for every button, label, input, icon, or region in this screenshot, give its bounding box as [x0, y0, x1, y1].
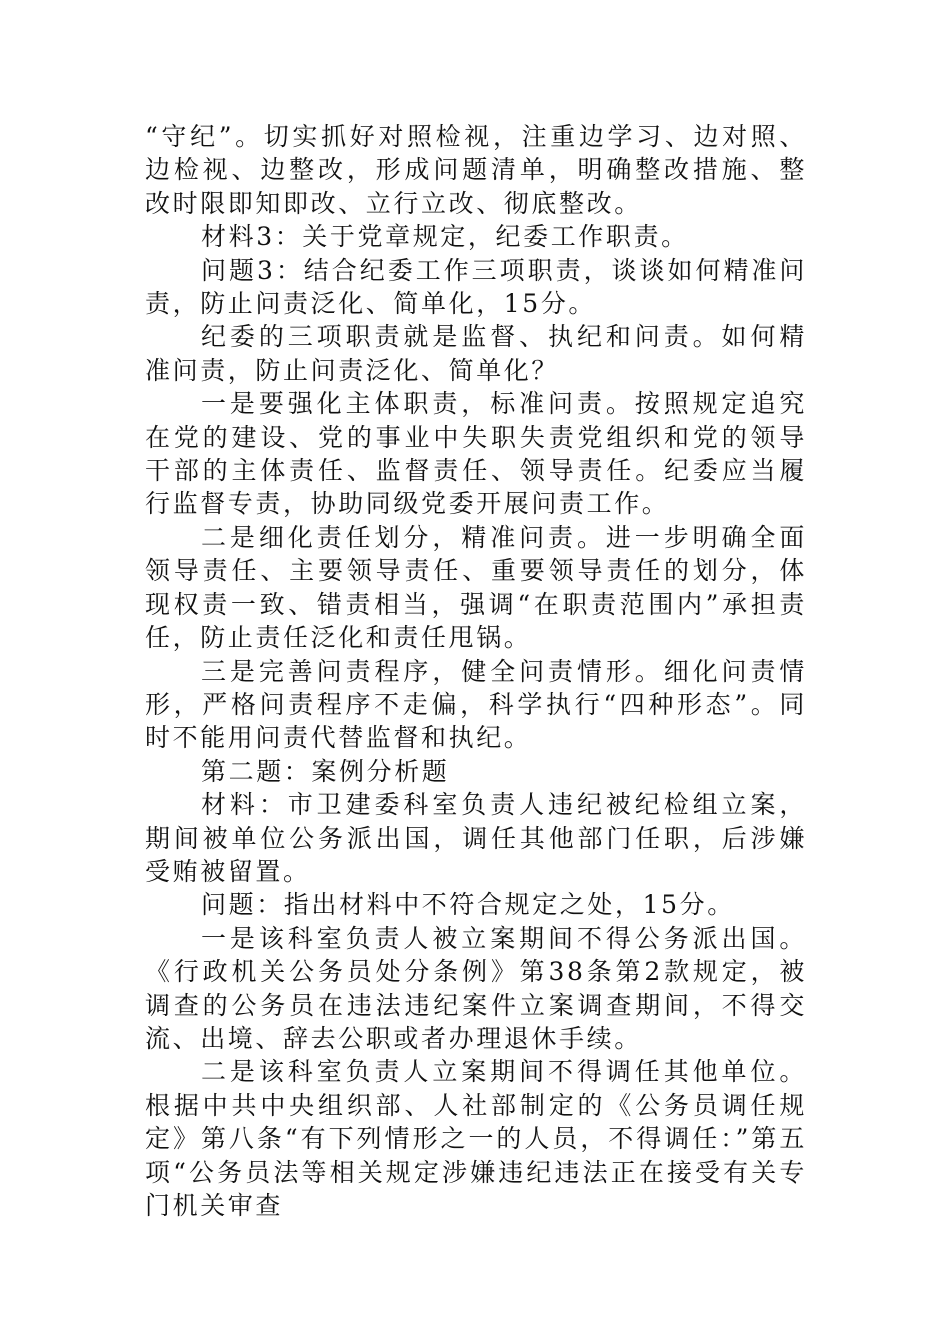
- paragraph-material-3: 材料3：关于党章规定，纪委工作职责。: [201, 222, 689, 252]
- paragraph-question-3: 问题3：结合纪委工作三项职责，谈谈如何精准问责，防止问责泛化、简单化，15分。: [145, 255, 807, 319]
- document-page: [145, 120, 807, 1222]
- paragraph-case-question: 问题：指出材料中不符合规定之处，15分。: [201, 890, 735, 920]
- paragraph-point-1: 一是要强化主体职责，标准问责。按照规定追究在党的建设、党的事业中失职失责党组织和党的领导干部的主体责任、监督责任、领导责任。纪委应当履行监督专责，协助同级党委开展问责工作。: [145, 389, 807, 519]
- paragraph-case-material: 材料：市卫建委科室负责人违纪被纪检组立案，期间被单位公务派出国，调任其他部门任职，后涉嫌受贿被留置。: [145, 790, 807, 886]
- paragraph-case-point-2: 二是该科室负责人立案期间不得调任其他单位。根据中共中央组织部、人社部制定的《公务员调任规定》第八条“有下列情形之一的人员，不得调任：”第五项“公务员法等相关规定涉嫌违纪违法正在接受有关专门机关审查: [145, 1057, 807, 1220]
- paragraph-continuation: “守纪”。切实抓好对照检视，注重边学习、边对照、边检视、边整改，形成问题清单，明确整改措施、整改时限即知即改、立行立改、彻底整改。: [145, 122, 807, 218]
- paragraph-point-2: 二是细化责任划分，精准问责。进一步明确全面领导责任、主要领导责任、重要领导责任的划分，体现权责一致、错责相当，强调“在职责范围内”承担责任，防止责任泛化和责任甩锅。: [145, 522, 807, 653]
- paragraph-answer-intro: 纪委的三项职责就是监督、执纪和问责。如何精准问责，防止问责泛化、简单化？: [145, 322, 807, 385]
- paragraph-point-3: 三是完善问责程序，健全问责情形。细化问责情形，严格问责程序不走偏，科学执行“四种形态”。同时不能用问责代替监督和执纪。: [145, 656, 807, 753]
- paragraph-case-point-1: 一是该科室负责人被立案期间不得公务派出国。《行政机关公务员处分条例》第38条第2款规定，被调查的公务员在违法违纪案件立案调查期间，不得交流、出境、辞去公职或者办理退休手续。: [145, 923, 807, 1053]
- section-heading-case-analysis: 第二题：案例分析题: [201, 756, 450, 786]
